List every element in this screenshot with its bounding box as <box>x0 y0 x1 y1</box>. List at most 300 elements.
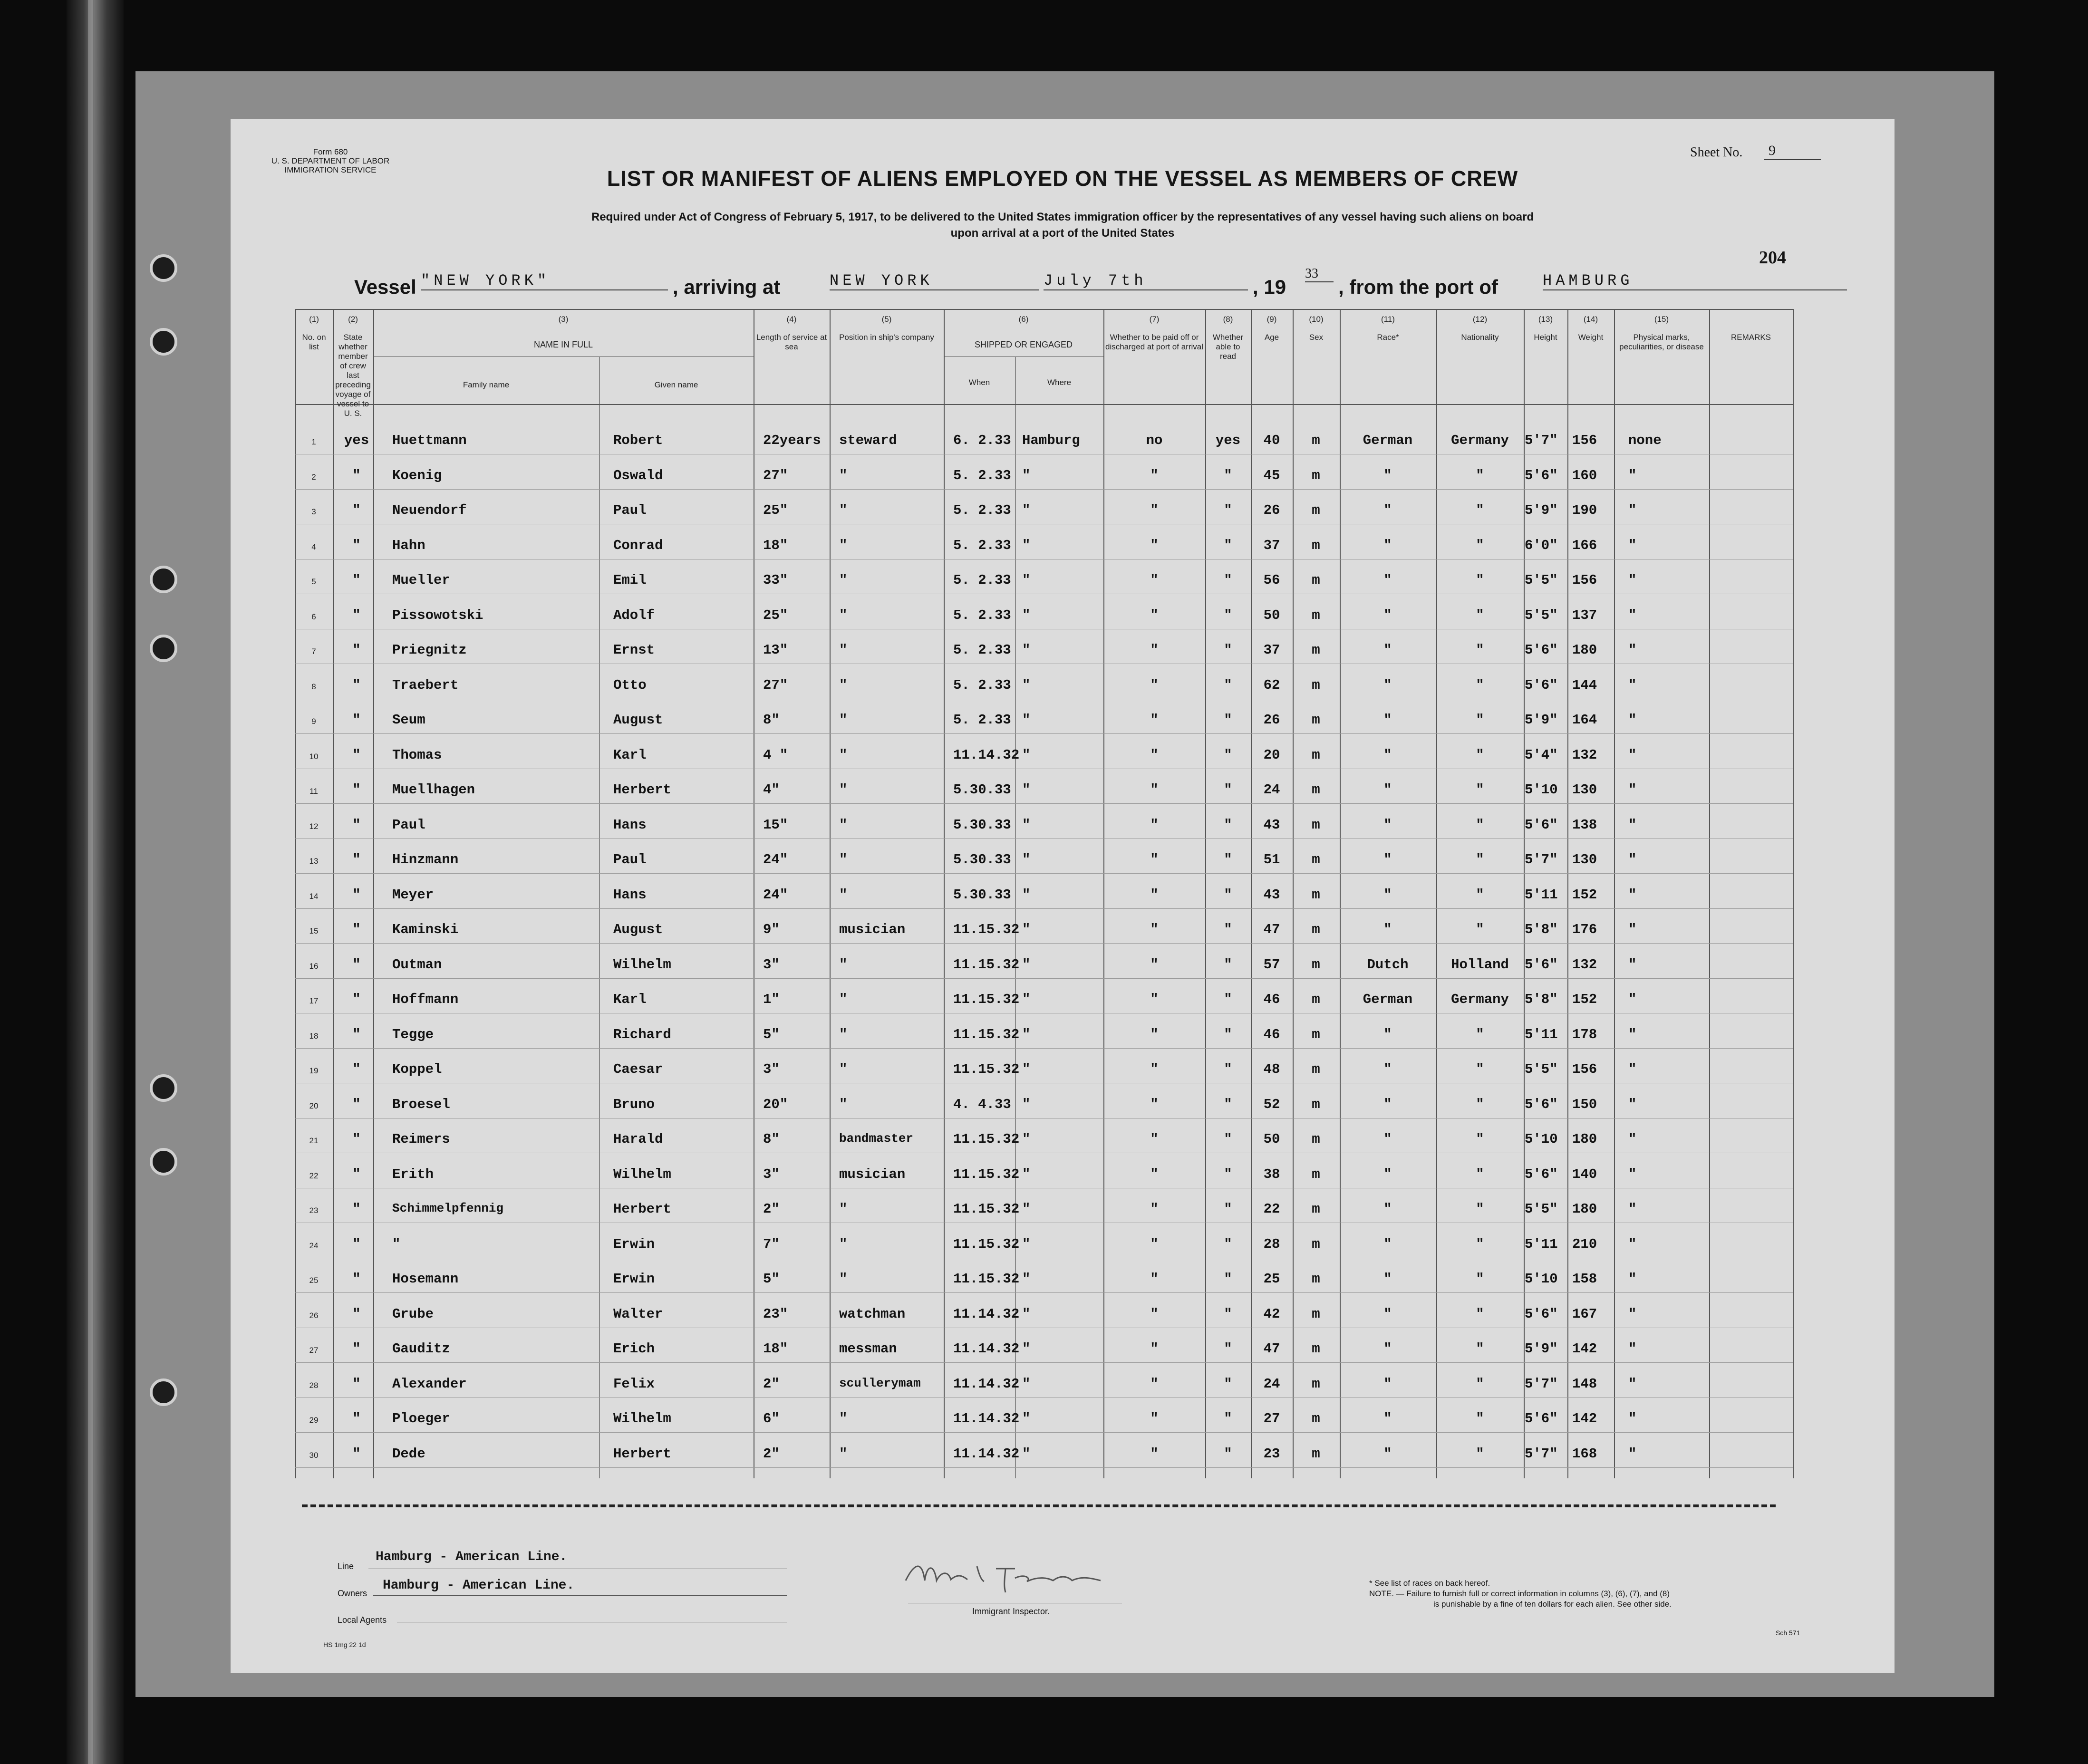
cell-age: 26 <box>1263 502 1280 518</box>
cell-service: 3" <box>763 1061 780 1077</box>
cell-age: 46 <box>1263 1027 1280 1042</box>
cell-read: " <box>1224 572 1232 588</box>
cell-where: " <box>1022 887 1031 903</box>
cell-sex: m <box>1312 1306 1320 1322</box>
department-name: U. S. DEPARTMENT OF LABOR <box>271 156 390 165</box>
cell-age: 27 <box>1263 1411 1280 1427</box>
cell-when: 5. 2.33 <box>953 468 1011 483</box>
line-label: Line <box>338 1562 354 1571</box>
column-header: Nationality <box>1461 333 1499 342</box>
cell-nationality: " <box>1476 538 1484 553</box>
cell-weight: 148 <box>1572 1376 1597 1392</box>
cell-where: " <box>1022 922 1031 937</box>
cell-paid: " <box>1150 468 1159 483</box>
row-number: 16 <box>309 962 319 971</box>
cell-marks: " <box>1628 887 1637 903</box>
cell-prev: " <box>352 782 361 798</box>
cell-height: 6'0" <box>1525 538 1558 553</box>
cell-marks: " <box>1628 502 1637 518</box>
inspector-signature <box>896 1552 1120 1609</box>
cell-where: " <box>1022 572 1031 588</box>
cell-family: Mueller <box>392 572 450 588</box>
cell-weight: 190 <box>1572 502 1597 518</box>
cell-service: 25" <box>763 607 788 623</box>
cell-prev: " <box>352 642 361 658</box>
cell-weight: 156 <box>1572 1061 1597 1077</box>
cell-when: 11.15.32 <box>953 992 1020 1007</box>
cell-service: 8" <box>763 1131 780 1147</box>
cell-family: Tegge <box>392 1027 434 1042</box>
cell-sex: m <box>1312 1341 1320 1357</box>
punch-hole <box>150 254 177 282</box>
cell-race: " <box>1383 1027 1392 1042</box>
cell-paid: " <box>1150 852 1159 868</box>
cell-paid: " <box>1150 607 1159 623</box>
inspector-label: Immigrant Inspector. <box>972 1607 1050 1616</box>
cell-height: 5'6" <box>1525 642 1558 658</box>
cell-prev: " <box>352 572 361 588</box>
cell-read: " <box>1224 642 1232 658</box>
cell-race: " <box>1383 1446 1392 1462</box>
cell-height: 5'6" <box>1525 957 1558 973</box>
cell-age: 42 <box>1263 1306 1280 1322</box>
column-header: REMARKS <box>1730 333 1771 342</box>
cell-height: 5'8" <box>1525 922 1558 937</box>
cell-nationality: Germany <box>1451 992 1509 1007</box>
cell-weight: 168 <box>1572 1446 1597 1462</box>
cell-marks: " <box>1628 468 1637 483</box>
cell-prev: " <box>352 1376 361 1392</box>
row-number: 19 <box>309 1066 319 1075</box>
year-prefix: , 19 <box>1253 276 1286 298</box>
cell-family: Koenig <box>392 468 442 483</box>
cell-age: 51 <box>1263 852 1280 868</box>
cell-family: Outman <box>392 957 442 973</box>
cell-nationality: Germany <box>1451 433 1509 448</box>
cell-when: 5. 2.33 <box>953 538 1011 553</box>
cell-weight: 152 <box>1572 887 1597 903</box>
cell-given: Wilhelm <box>613 957 671 973</box>
penalty-note-1: NOTE. — Failure to furnish full or correct information in columns (3), (6), (7), and (8) <box>1369 1589 1670 1598</box>
row-number: 10 <box>309 752 319 761</box>
cell-when: 11.15.32 <box>953 922 1020 937</box>
cell-race: " <box>1383 1097 1392 1112</box>
from-port: HAMBURG <box>1543 272 1847 290</box>
requirement-text <box>231 209 1895 241</box>
cell-when: 11.14.32 <box>953 1341 1020 1357</box>
cell-age: 45 <box>1263 468 1280 483</box>
column-header: SHIPPED OR ENGAGED <box>974 340 1073 349</box>
cell-prev: " <box>352 1306 361 1322</box>
cell-marks: " <box>1628 1097 1637 1112</box>
row-rule <box>295 873 1793 874</box>
cell-weight: 130 <box>1572 782 1597 798</box>
cell-marks: " <box>1628 782 1637 798</box>
cell-read: " <box>1224 1376 1232 1392</box>
cell-nationality: " <box>1476 782 1484 798</box>
row-number: 14 <box>309 892 319 901</box>
cell-service: 4 " <box>763 747 788 763</box>
column-number: (6) <box>1018 315 1029 324</box>
cell-family: Meyer <box>392 887 434 903</box>
cell-sex: m <box>1312 677 1320 693</box>
cell-race: " <box>1383 852 1392 868</box>
cell-position: " <box>839 747 848 763</box>
cell-race: " <box>1383 1376 1392 1392</box>
cell-when: 11.14.32 <box>953 1306 1020 1322</box>
row-number: 9 <box>311 717 316 726</box>
owners-value: Hamburg - American Line. <box>383 1578 575 1593</box>
cell-prev: " <box>352 1411 361 1427</box>
cell-service: 13" <box>763 642 788 658</box>
cell-age: 43 <box>1263 817 1280 833</box>
column-header: State whether member of crew last preceding voyage of vessel to U. S. <box>335 333 371 418</box>
cell-position: scullerymam <box>839 1376 921 1390</box>
cell-prev: " <box>352 1097 361 1112</box>
row-rule <box>295 943 1793 944</box>
cell-paid: " <box>1150 1411 1159 1427</box>
cell-position: " <box>839 1061 848 1077</box>
cell-given: Paul <box>613 502 647 518</box>
cell-age: 46 <box>1263 992 1280 1007</box>
cell-nationality: " <box>1476 642 1484 658</box>
cell-when: 6. 2.33 <box>953 433 1011 448</box>
row-number: 15 <box>309 926 319 935</box>
cell-given: Paul <box>613 852 647 868</box>
cell-when: 5.30.33 <box>953 782 1011 798</box>
given-name-header: Given name <box>654 380 698 389</box>
row-number: 30 <box>309 1451 319 1460</box>
cell-sex: m <box>1312 607 1320 623</box>
cell-sex: m <box>1312 642 1320 658</box>
cell-position: " <box>839 1446 848 1462</box>
cell-position: steward <box>839 433 897 448</box>
cell-service: 8" <box>763 712 780 728</box>
cell-age: 47 <box>1263 1341 1280 1357</box>
cell-service: 18" <box>763 538 788 553</box>
cell-where: " <box>1022 852 1031 868</box>
cell-paid: " <box>1150 1306 1159 1322</box>
column-number: (4) <box>786 315 797 324</box>
cell-nationality: Holland <box>1451 957 1509 973</box>
column-number: (10) <box>1309 315 1324 324</box>
cell-service: 2" <box>763 1201 780 1217</box>
cell-when: 11.15.32 <box>953 1131 1020 1147</box>
cell-where: " <box>1022 1236 1031 1252</box>
cell-nationality: " <box>1476 677 1484 693</box>
cell-weight: 144 <box>1572 677 1597 693</box>
column-header: Sex <box>1309 333 1324 342</box>
cell-position: " <box>839 712 848 728</box>
cell-position: " <box>839 1411 848 1427</box>
row-number: 18 <box>309 1031 319 1041</box>
cell-service: 23" <box>763 1306 788 1322</box>
cell-given: August <box>613 712 663 728</box>
cell-position: musician <box>839 922 906 937</box>
cell-height: 5'6" <box>1525 817 1558 833</box>
cell-position: bandmaster <box>839 1131 914 1146</box>
cell-service: 20" <box>763 1097 788 1112</box>
cell-where: " <box>1022 1271 1031 1287</box>
cell-height: 5'6" <box>1525 1166 1558 1182</box>
cell-read: " <box>1224 1411 1232 1427</box>
cell-prev: " <box>352 1061 361 1077</box>
cell-race: " <box>1383 677 1392 693</box>
cell-service: 7" <box>763 1236 780 1252</box>
row-number: 24 <box>309 1241 319 1250</box>
cell-race: " <box>1383 607 1392 623</box>
cell-family: Gauditz <box>392 1341 450 1357</box>
cell-marks: " <box>1628 1306 1637 1322</box>
cell-where: " <box>1022 538 1031 553</box>
cell-read: " <box>1224 1306 1232 1322</box>
cell-when: 11.14.32 <box>953 1411 1020 1427</box>
cell-height: 5'9" <box>1525 712 1558 728</box>
cell-family: Hinzmann <box>392 852 459 868</box>
cell-read: " <box>1224 607 1232 623</box>
year-suffix: 33 <box>1305 266 1334 282</box>
races-note: * See list of races on back hereof. <box>1369 1579 1490 1588</box>
row-number: 12 <box>309 822 319 831</box>
cell-nationality: " <box>1476 1411 1484 1427</box>
cell-height: 5'7" <box>1525 1376 1558 1392</box>
column-number: (8) <box>1223 315 1233 324</box>
column-rule <box>830 309 831 1478</box>
cell-age: 52 <box>1263 1097 1280 1112</box>
cell-where: " <box>1022 468 1031 483</box>
cell-age: 22 <box>1263 1201 1280 1217</box>
cell-service: 9" <box>763 922 780 937</box>
cell-service: 3" <box>763 1166 780 1182</box>
cell-prev: " <box>352 1341 361 1357</box>
agents-label: Local Agents <box>338 1615 387 1625</box>
cell-marks: " <box>1628 1027 1637 1042</box>
cell-weight: 158 <box>1572 1271 1597 1287</box>
column-number: (5) <box>881 315 892 324</box>
cell-given: Richard <box>613 1027 671 1042</box>
cell-position: " <box>839 1097 848 1112</box>
column-number: (11) <box>1381 315 1395 324</box>
cell-age: 20 <box>1263 747 1280 763</box>
cell-paid: " <box>1150 1061 1159 1077</box>
cell-weight: 142 <box>1572 1341 1597 1357</box>
column-number: (13) <box>1538 315 1553 324</box>
cell-race: " <box>1383 1341 1392 1357</box>
cell-family: Pissowotski <box>392 607 483 623</box>
cell-race: " <box>1383 1201 1392 1217</box>
cell-height: 5'9" <box>1525 1341 1558 1357</box>
cell-when: 5.30.33 <box>953 852 1011 868</box>
cell-weight: 176 <box>1572 922 1597 937</box>
cell-given: Hans <box>613 817 647 833</box>
cell-nationality: " <box>1476 712 1484 728</box>
cell-paid: " <box>1150 502 1159 518</box>
cell-prev: " <box>352 1201 361 1217</box>
cell-weight: 166 <box>1572 538 1597 553</box>
cell-service: 27" <box>763 677 788 693</box>
cell-sex: m <box>1312 922 1320 937</box>
cell-nationality: " <box>1476 1306 1484 1322</box>
cell-position: " <box>839 957 848 973</box>
cell-weight: 142 <box>1572 1411 1597 1427</box>
cell-nationality: " <box>1476 1061 1484 1077</box>
cell-family: Seum <box>392 712 425 728</box>
cell-paid: " <box>1150 1376 1159 1392</box>
cell-marks: " <box>1628 1061 1637 1077</box>
cell-read: " <box>1224 1271 1232 1287</box>
row-number: 20 <box>309 1101 319 1110</box>
arriving-label: , arriving at <box>673 276 781 298</box>
document-title: LIST OR MANIFEST OF ALIENS EMPLOYED ON THE VESSEL AS MEMBERS OF CREW <box>607 166 1518 191</box>
row-number: 11 <box>309 787 318 796</box>
cell-height: 5'11 <box>1525 1236 1558 1252</box>
cell-when: 11.15.32 <box>953 1061 1020 1077</box>
cell-race: " <box>1383 1271 1392 1287</box>
cell-position: " <box>839 572 848 588</box>
cell-prev: " <box>352 817 361 833</box>
column-rule <box>1614 309 1615 1478</box>
schedule-code: Sch 571 <box>1776 1629 1800 1637</box>
cell-family: Ploeger <box>392 1411 450 1427</box>
cell-weight: 178 <box>1572 1027 1597 1042</box>
cell-given: Wilhelm <box>613 1166 671 1182</box>
row-rule <box>295 1432 1793 1433</box>
cell-race: " <box>1383 712 1392 728</box>
column-header: Whether to be paid off or discharged at port of arrival <box>1105 333 1203 351</box>
table-end-rule <box>302 1504 1776 1507</box>
row-rule <box>295 1467 1793 1468</box>
cell-where: " <box>1022 712 1031 728</box>
cell-height: 5'6" <box>1525 1306 1558 1322</box>
cell-paid: " <box>1150 1097 1159 1112</box>
column-header: NAME IN FULL <box>533 340 593 349</box>
from-label: , from the port of <box>1338 276 1498 298</box>
cell-race: " <box>1383 1236 1392 1252</box>
cell-age: 37 <box>1263 538 1280 553</box>
cell-race: German <box>1363 992 1413 1007</box>
cell-prev: " <box>352 1271 361 1287</box>
row-number: 27 <box>309 1346 319 1355</box>
cell-position: " <box>839 677 848 693</box>
cell-service: 5" <box>763 1271 780 1287</box>
cell-service: 24" <box>763 852 788 868</box>
cell-family: Hoffmann <box>392 992 459 1007</box>
cell-race: " <box>1383 1411 1392 1427</box>
cell-read: " <box>1224 1061 1232 1077</box>
cell-where: " <box>1022 1166 1031 1182</box>
cell-weight: 180 <box>1572 1201 1597 1217</box>
cell-age: 40 <box>1263 433 1280 448</box>
cell-weight: 156 <box>1572 433 1597 448</box>
cell-read: " <box>1224 1236 1232 1252</box>
cell-given: Bruno <box>613 1097 655 1112</box>
cell-when: 11.15.32 <box>953 1201 1020 1217</box>
cell-age: 24 <box>1263 782 1280 798</box>
column-header: No. on list <box>302 333 326 351</box>
cell-family: Hahn <box>392 538 425 553</box>
cell-race: " <box>1383 572 1392 588</box>
cell-marks: " <box>1628 1201 1637 1217</box>
owners-rule <box>373 1595 787 1596</box>
cell-paid: " <box>1150 1271 1159 1287</box>
cell-read: " <box>1224 817 1232 833</box>
cell-height: 5'10 <box>1525 1271 1558 1287</box>
cell-given: Emil <box>613 572 647 588</box>
cell-paid: " <box>1150 747 1159 763</box>
cell-age: 57 <box>1263 957 1280 973</box>
cell-position: musician <box>839 1166 906 1182</box>
cell-paid: " <box>1150 1446 1159 1462</box>
column-header: Height <box>1534 333 1557 342</box>
cell-sex: m <box>1312 502 1320 518</box>
cell-nationality: " <box>1476 922 1484 937</box>
cell-nationality: " <box>1476 502 1484 518</box>
row-number: 8 <box>311 682 316 691</box>
vessel-name: "NEW YORK" <box>421 272 668 290</box>
cell-paid: " <box>1150 1027 1159 1042</box>
cell-height: 5'5" <box>1525 607 1558 623</box>
cell-position: " <box>839 607 848 623</box>
cell-weight: 132 <box>1572 747 1597 763</box>
cell-weight: 180 <box>1572 642 1597 658</box>
service-name: IMMIGRATION SERVICE <box>284 165 377 174</box>
cell-family: Kaminski <box>392 922 459 937</box>
column-number: (3) <box>558 315 569 324</box>
cell-where: " <box>1022 1411 1031 1427</box>
cell-given: Robert <box>613 433 663 448</box>
cell-read: " <box>1224 677 1232 693</box>
cell-age: 24 <box>1263 1376 1280 1392</box>
row-number: 28 <box>309 1381 319 1390</box>
cell-family: Thomas <box>392 747 442 763</box>
cell-marks: " <box>1628 1446 1637 1462</box>
cell-given: Walter <box>613 1306 663 1322</box>
cell-position: watchman <box>839 1306 906 1322</box>
cell-race: " <box>1383 538 1392 553</box>
cell-sex: m <box>1312 782 1320 798</box>
name-split-rule <box>599 357 600 1478</box>
cell-age: 43 <box>1263 887 1280 903</box>
cell-where: " <box>1022 1376 1031 1392</box>
row-number: 6 <box>311 612 316 621</box>
cell-family: Traebert <box>392 677 459 693</box>
cell-sex: m <box>1312 1166 1320 1182</box>
cell-race: " <box>1383 922 1392 937</box>
cell-weight: 140 <box>1572 1166 1597 1182</box>
column-header: Age <box>1264 333 1279 342</box>
cell-height: 5'5" <box>1525 1201 1558 1217</box>
cell-paid: " <box>1150 677 1159 693</box>
cell-marks: " <box>1628 992 1637 1007</box>
cell-given: August <box>613 922 663 937</box>
column-number: (9) <box>1266 315 1277 324</box>
cell-sex: m <box>1312 817 1320 833</box>
cell-height: 5'11 <box>1525 887 1558 903</box>
row-number: 26 <box>309 1311 319 1320</box>
punch-hole <box>150 1378 177 1406</box>
cell-nationality: " <box>1476 1271 1484 1287</box>
cell-age: 37 <box>1263 642 1280 658</box>
binder-edge <box>88 0 93 1764</box>
arriving-port: NEW YORK <box>830 272 1039 290</box>
penalty-note-2: is punishable by a fine of ten dollars for each alien. See other side. <box>1433 1600 1672 1609</box>
cell-read: " <box>1224 1341 1232 1357</box>
cell-position: " <box>839 817 848 833</box>
cell-when: 11.15.32 <box>953 957 1020 973</box>
cell-nationality: " <box>1476 1376 1484 1392</box>
row-number: 22 <box>309 1171 319 1180</box>
cell-where: " <box>1022 607 1031 623</box>
